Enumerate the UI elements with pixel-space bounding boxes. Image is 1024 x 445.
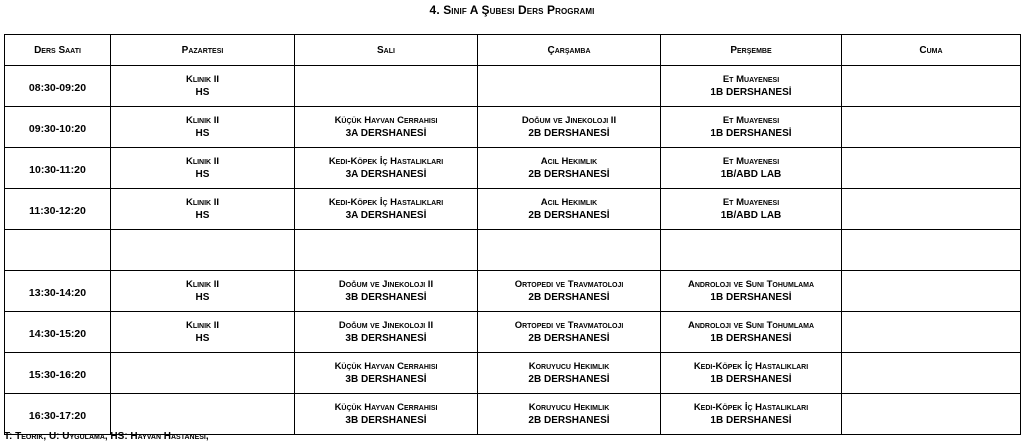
course-name: Kedi-Köpek İç Hastalıkları bbox=[693, 402, 809, 413]
cell-monday bbox=[111, 312, 295, 353]
course-name: Kedi-Köpek İç Hastalıkları bbox=[328, 156, 444, 167]
cell-wednesday bbox=[478, 394, 661, 435]
cell-tuesday bbox=[295, 312, 478, 353]
course-name: Ortopedi ve Travmatoloji bbox=[514, 279, 624, 290]
course-name: Küçük Hayvan Cerrahisi bbox=[334, 361, 438, 372]
time-slot-cell: 14:30-15:20 bbox=[5, 312, 111, 353]
course-name: Kedi-Köpek İç Hastalıkları bbox=[328, 197, 444, 208]
time-slot-cell: 13:30-14:20 bbox=[5, 271, 111, 312]
course-location: HS bbox=[195, 169, 210, 180]
course-name: Klinik II bbox=[185, 156, 220, 167]
cell-friday bbox=[842, 312, 1021, 353]
course-location: HS bbox=[195, 292, 210, 303]
course-name: Et Muayenesi bbox=[722, 74, 780, 85]
cell-thursday bbox=[661, 312, 842, 353]
cell-friday bbox=[842, 230, 1021, 271]
time-slot-cell: 08:30-09:20 bbox=[5, 66, 111, 107]
time-slot-cell: 11:30-12:20 bbox=[5, 189, 111, 230]
cell-tuesday bbox=[295, 107, 478, 148]
course-name: Doğum ve Jinekoloji II bbox=[521, 115, 617, 126]
course-location: 3B DERSHANESİ bbox=[345, 374, 427, 385]
course-location: HS bbox=[195, 210, 210, 221]
course-location: 2B DERSHANESİ bbox=[528, 374, 610, 385]
cell-tuesday bbox=[295, 394, 478, 435]
course-location: 1B DERSHANESİ bbox=[710, 415, 792, 426]
cell-thursday bbox=[661, 394, 842, 435]
col-header-tuesday: Salı bbox=[295, 35, 478, 66]
course-location: 3B DERSHANESİ bbox=[345, 292, 427, 303]
course-name: Klinik II bbox=[185, 115, 220, 126]
cell-friday bbox=[842, 189, 1021, 230]
time-slot-cell: 10:30-11:20 bbox=[5, 148, 111, 189]
course-name: Klinik II bbox=[185, 197, 220, 208]
page-title: 4. Sınıf A Şubesi Ders Programı bbox=[429, 3, 595, 17]
course-location: 3A DERSHANESİ bbox=[345, 210, 427, 221]
cell-wednesday bbox=[478, 353, 661, 394]
cell-friday bbox=[842, 148, 1021, 189]
course-name: Doğum ve Jinekoloji II bbox=[338, 320, 434, 331]
cell-friday bbox=[842, 271, 1021, 312]
course-name: Küçük Hayvan Cerrahisi bbox=[334, 115, 438, 126]
cell-friday bbox=[842, 353, 1021, 394]
cell-monday bbox=[111, 353, 295, 394]
course-name: Küçük Hayvan Cerrahisi bbox=[334, 402, 438, 413]
schedule-table bbox=[4, 34, 1021, 435]
cell-wednesday bbox=[478, 66, 661, 107]
course-location: 1B/ABD LAB bbox=[720, 169, 782, 180]
course-name: Klinik II bbox=[185, 279, 220, 290]
course-location: HS bbox=[195, 128, 210, 139]
time-slot-cell: 16:30-17:20 bbox=[5, 394, 111, 435]
cell-tuesday bbox=[295, 148, 478, 189]
cell-wednesday bbox=[478, 189, 661, 230]
course-name: Et Muayenesi bbox=[722, 197, 780, 208]
cell-wednesday bbox=[478, 230, 661, 271]
cell-wednesday bbox=[478, 271, 661, 312]
cell-tuesday bbox=[295, 230, 478, 271]
course-name: Androloji ve Suni Tohumlama bbox=[687, 279, 815, 290]
course-location: 1B/ABD LAB bbox=[720, 210, 782, 221]
cell-wednesday bbox=[478, 312, 661, 353]
cell-tuesday bbox=[295, 271, 478, 312]
col-header-wednesday: Çarşamba bbox=[478, 35, 661, 66]
col-header-thursday: Perşembe bbox=[661, 35, 842, 66]
cell-monday bbox=[111, 148, 295, 189]
course-location: 3A DERSHANESİ bbox=[345, 169, 427, 180]
cell-monday bbox=[111, 107, 295, 148]
table-row bbox=[5, 271, 1021, 312]
cell-wednesday bbox=[478, 148, 661, 189]
cell-tuesday bbox=[295, 66, 478, 107]
course-name: Koruyucu Hekimlik bbox=[528, 361, 610, 372]
cell-friday bbox=[842, 394, 1021, 435]
cell-friday bbox=[842, 107, 1021, 148]
table-row bbox=[5, 189, 1021, 230]
course-location: 1B DERSHANESİ bbox=[710, 333, 792, 344]
course-location: 3B DERSHANESİ bbox=[345, 333, 427, 344]
cell-thursday bbox=[661, 271, 842, 312]
course-location: 2B DERSHANESİ bbox=[528, 210, 610, 221]
col-header-time: Ders Saati bbox=[5, 35, 111, 66]
cell-monday bbox=[111, 66, 295, 107]
course-name: Androloji ve Suni Tohumlama bbox=[687, 320, 815, 331]
table-row bbox=[5, 394, 1021, 435]
course-location: 3B DERSHANESİ bbox=[345, 415, 427, 426]
cell-tuesday bbox=[295, 353, 478, 394]
course-location: 2B DERSHANESİ bbox=[528, 333, 610, 344]
table-row bbox=[5, 312, 1021, 353]
course-location: HS bbox=[195, 333, 210, 344]
cell-monday bbox=[111, 189, 295, 230]
legend-footer: T: Teorik, U: Uygulama, HS: Hayvan Hastanesi, bbox=[4, 431, 209, 442]
time-slot-cell: 09:30-10:20 bbox=[5, 107, 111, 148]
course-name: Acil Hekimlik bbox=[540, 197, 598, 208]
cell-thursday bbox=[661, 189, 842, 230]
cell-friday bbox=[842, 66, 1021, 107]
col-header-friday: Cuma bbox=[842, 35, 1021, 66]
cell-tuesday bbox=[295, 189, 478, 230]
cell-thursday bbox=[661, 230, 842, 271]
course-location: 2B DERSHANESİ bbox=[528, 169, 610, 180]
cell-thursday bbox=[661, 107, 842, 148]
cell-thursday bbox=[661, 66, 842, 107]
course-name: Et Muayenesi bbox=[722, 115, 780, 126]
table-row bbox=[5, 107, 1021, 148]
course-name: Doğum ve Jinekoloji II bbox=[338, 279, 434, 290]
course-name: Et Muayenesi bbox=[722, 156, 780, 167]
course-location: 1B DERSHANESİ bbox=[710, 87, 792, 98]
table-row bbox=[5, 230, 1021, 271]
course-name: Acil Hekimlik bbox=[540, 156, 598, 167]
table-row bbox=[5, 148, 1021, 189]
cell-wednesday bbox=[478, 107, 661, 148]
course-location: 2B DERSHANESİ bbox=[528, 292, 610, 303]
time-slot-cell bbox=[5, 230, 111, 271]
course-location: 1B DERSHANESİ bbox=[710, 374, 792, 385]
cell-thursday bbox=[661, 353, 842, 394]
course-location: 3A DERSHANESİ bbox=[345, 128, 427, 139]
cell-monday bbox=[111, 394, 295, 435]
col-header-monday: Pazartesi bbox=[111, 35, 295, 66]
course-name: Klinik II bbox=[185, 74, 220, 85]
course-location: HS bbox=[195, 87, 210, 98]
header-row bbox=[5, 35, 1021, 66]
cell-thursday bbox=[661, 148, 842, 189]
course-name: Koruyucu Hekimlik bbox=[528, 402, 610, 413]
course-name: Kedi-Köpek İç Hastalıkları bbox=[693, 361, 809, 372]
course-name: Ortopedi ve Travmatoloji bbox=[514, 320, 624, 331]
course-location: 2B DERSHANESİ bbox=[528, 128, 610, 139]
course-location: 2B DERSHANESİ bbox=[528, 415, 610, 426]
table-row bbox=[5, 66, 1021, 107]
course-location: 1B DERSHANESİ bbox=[710, 292, 792, 303]
course-location: 1B DERSHANESİ bbox=[710, 128, 792, 139]
time-slot-cell: 15:30-16:20 bbox=[5, 353, 111, 394]
cell-monday bbox=[111, 230, 295, 271]
cell-monday bbox=[111, 271, 295, 312]
course-name: Klinik II bbox=[185, 320, 220, 331]
table-row bbox=[5, 353, 1021, 394]
